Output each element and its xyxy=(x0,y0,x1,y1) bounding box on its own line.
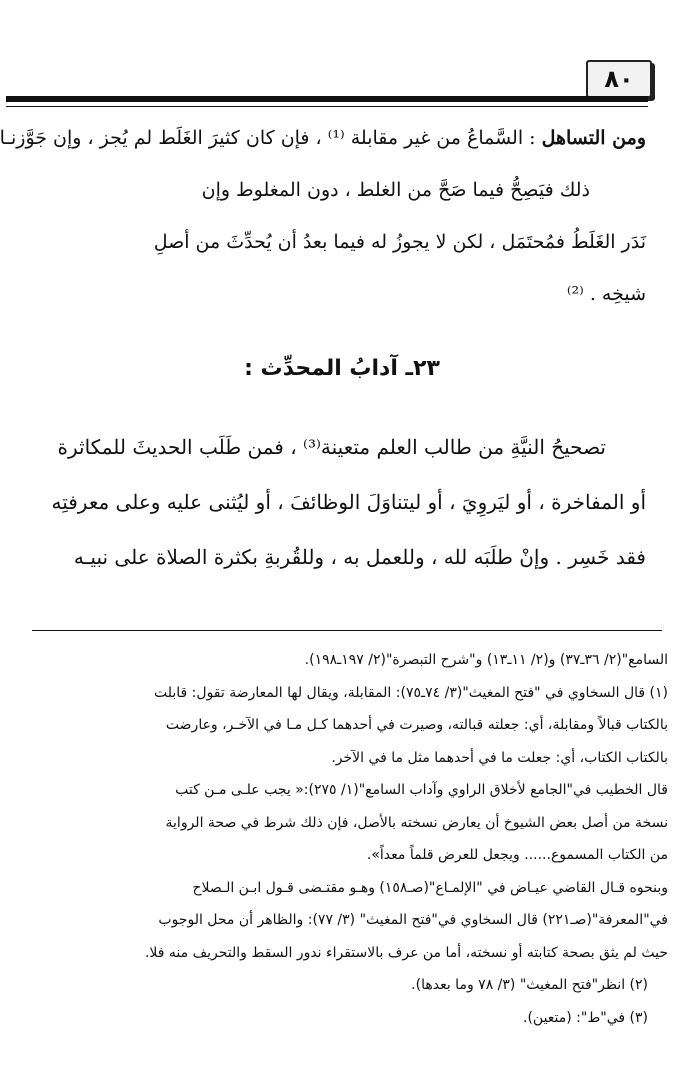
footnote-line: بالكتاب الكتاب، أي: جعلت ما في أحدهما مثل ما في الآخر. xyxy=(331,749,668,766)
footnote-line: (١) قال السخاوي في "فتح المغيث"(٣/ ٧٤ـ٧٥): المقابلة، ويقال لها المعارضة تقول: قابلت xyxy=(154,684,668,701)
footnote-line: في"المعرفة"(صـ٢٢١) قال السخاوي في"فتح المغيث" (٣/ ٧٧): والظاهر أن محل الوجوب xyxy=(158,912,668,928)
lead-term: ومن التساهل xyxy=(541,127,646,149)
paragraph-line: شيخِه . ⁽²⁾ xyxy=(566,283,646,305)
paragraph-line: نَدَر الغَلَطُ فمُحتَمَل ، لكن لا يجوزُ له فيما بعدُ أن يُحدِّثَ من أصلِ xyxy=(153,231,646,253)
footnote-line: حيث لم يثق بصحة كتابته أو نسخته، أما من عرف بالاستقراء ندور السقط والتحريف منه فلا. xyxy=(144,944,668,961)
paragraph-line: تصحيحُ النيَّةِ من طالب العلم متعينة⁽³⁾ ، فمن طَلَب الحديثَ للمكاثرة xyxy=(57,435,606,459)
paragraph-line: أو المفاخرة ، أو ليَروِيَ ، أو ليتناوَلَ الوظائفَ ، أو ليُثنى عليه وعلى معرفتِه xyxy=(51,490,646,514)
paragraph-line: فقد خَسِر . وإنْ طلَبَه لله ، وللعمل به ، وللقُربةِ بكثرة الصلاة على نبيـه xyxy=(73,545,646,569)
footnote-line: من الكتاب المسموع...... ويجعل للعرض قلماً معداً». xyxy=(366,847,668,863)
paragraph-line: ومن التساهل : السَّماعُ من غير مقابلة ⁽¹⁾ ، فإن كان كثيرَ الغَلَط لم يُجز ، وإن جَوَّزنـا xyxy=(0,127,646,149)
header-rule-thick xyxy=(6,96,648,102)
footnote-line: وبنحوه قـال القاضي عيـاض في "الإلمـاع"(صـ١٥٨) وهـو مقتـضى قـول ابـن الـصلاح xyxy=(192,879,668,896)
footnote-line: السامع"(٢/ ٣٦ـ٣٧) و(٢/ ١١ـ١٣) و"شرح التبصرة"(٢/ ١٩٧ـ١٩٨). xyxy=(304,652,668,668)
footnote-separator xyxy=(32,630,662,631)
header-rule-thin xyxy=(6,106,648,107)
section-tasahul xyxy=(0,112,646,320)
footnote-line: (٣) في"ط": (متعين). xyxy=(523,1009,648,1026)
footnote-line: بالكتاب قبالاً ومقابلة، أي: جعلته قبالته، وصيرت في أحدهما كـل مـا في الآخـر، وعارضت xyxy=(165,717,668,733)
paragraph-line: ذلك فيَصِحُّ فيما صَحَّ من الغلط ، دون المغلوط وإن xyxy=(201,179,590,201)
section-heading: ٢٣ـ آدابُ المحدِّث : xyxy=(244,356,440,381)
section-adab xyxy=(26,420,646,585)
footnote-line: قال الخطيب في"الجامع لأخلاق الراوي وآداب السامع"(١/ ٢٧٥):« يجب علـى مـن كتب xyxy=(175,782,668,798)
footnote-line: نسخة من أصل بعض الشيوخ أن يعارض نسخته بالأصل، فإن ذلك شرط في صحة الرواية xyxy=(165,814,668,831)
footnote-line: (٢) انظر"فتح المغيث" (٣/ ٧٨ وما بعدها). xyxy=(411,977,648,993)
page-number: ٨٠ xyxy=(586,60,652,98)
footnotes xyxy=(0,644,668,1034)
